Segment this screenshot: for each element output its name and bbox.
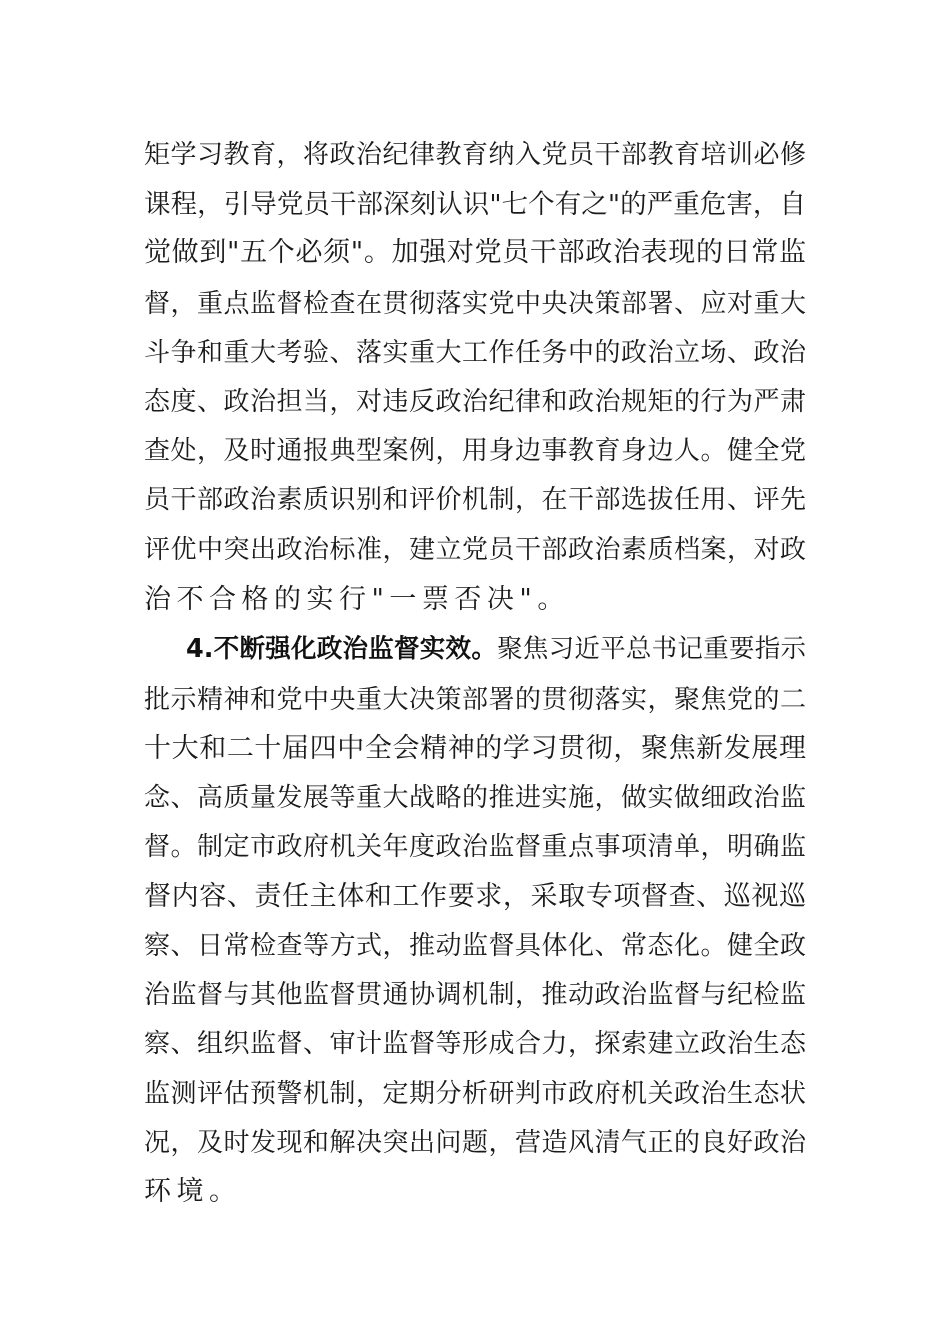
text-line: 查处，及时通报典型案例，用身边事教育身边人。健全党 xyxy=(144,436,806,466)
text-line: 察、日常检查等方式，推动监督具体化、常态化。健全政 xyxy=(144,931,806,961)
text-line: 治监督与其他监督贯通协调机制，推动政治监督与纪检监 xyxy=(144,980,806,1010)
text-line: 觉做到"五个必须"。加强对党员干部政治表现的日常监 xyxy=(144,237,806,268)
text-line: 督内容、责任主体和工作要求，采取专项督查、巡视巡 xyxy=(144,881,806,912)
text-line: 斗争和重大考验、落实重大工作任务中的政治立场、政治 xyxy=(144,338,806,368)
text-line: 十大和二十届四中全会精神的学习贯彻，聚焦新发展理 xyxy=(144,733,806,764)
text-line: 治不合格的实行"一票否决"。 xyxy=(144,584,570,615)
text-line: 员干部政治素质识别和评价机制，在干部选拔任用、评先 xyxy=(144,485,806,515)
text-line: 督。制定市政府机关年度政治监督重点事项清单，明确监 xyxy=(144,832,806,862)
text-line: 批示精神和党中央重大决策部署的贯彻落实，聚焦党的二 xyxy=(144,685,806,715)
text-line: 念、高质量发展等重大战略的推进实施，做实做细政治监 xyxy=(144,783,806,813)
paragraph-first-line xyxy=(186,629,806,669)
section-heading: 4.不断强化政治监督实效。 xyxy=(186,634,498,664)
text-line: 督，重点监督检查在贯彻落实党中央决策部署、应对重大 xyxy=(144,289,806,319)
text-line: 态度、政治担当，对违反政治纪律和政治规矩的行为严肃 xyxy=(144,387,806,417)
text-line: 矩学习教育，将政治纪律教育纳入党员干部教育培训必修 xyxy=(144,140,806,170)
text-line: 评优中突出政治标准，建立党员干部政治素质档案，对政 xyxy=(144,535,806,565)
text-line: 课程，引导党员干部深刻认识"七个有之"的严重危害，自 xyxy=(144,189,806,220)
text-run: 聚焦习近平总书记重要指示 xyxy=(497,634,806,664)
text-line: 监测评估预警机制，定期分析研判市政府机关政治生态状 xyxy=(144,1079,806,1109)
text-line: 况，及时发现和解决突出问题，营造风清气正的良好政治 xyxy=(144,1128,806,1158)
text-line: 环境。 xyxy=(144,1176,242,1207)
text-line: 察、组织监督、审计监督等形成合力，探索建立政治生态 xyxy=(144,1029,806,1059)
